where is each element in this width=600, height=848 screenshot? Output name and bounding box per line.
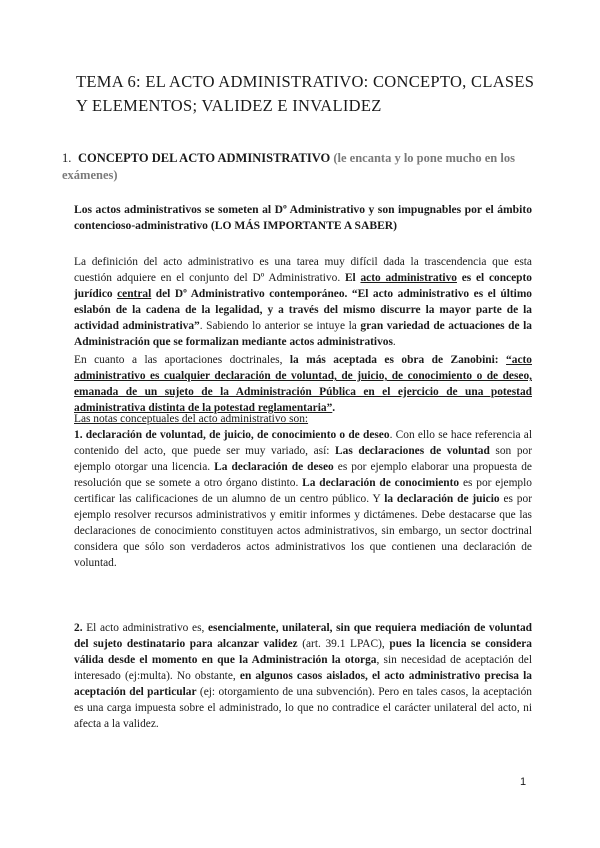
text-run: 2. [74,622,83,634]
text-run: . [392,336,396,348]
text-run: central [117,288,152,300]
intro-statement: Los actos administrativos se someten al Dº Administrativo y son impugnables por el ámbito contencioso-administrativo (LO MÁS IMPORTANTE A SABER) [74,203,532,232]
section-title: CONCEPTO DEL ACTO ADMINISTRATIVO [78,151,331,165]
text-run: esencialmente, unilateral, sin que requiera mediación de voluntad del sujeto destinatario para alcanzar validez [74,622,532,650]
text-run: la declaración de juicio [384,493,500,505]
text-run: La definición del acto administrativo es una tarea muy difícil dada la trascendencia que esta cuestión adquiere en el conjunto del Dº Administrativo. [74,256,532,284]
text-run: , sin necesidad de aceptación del interesado (ej:multa). No obstante, [74,654,532,682]
text-run: En cuanto a las aportaciones doctrinales, [74,354,290,366]
note-1 [74,427,532,571]
zanobini-quote: “acto administrativo es cualquier declaración de voluntad, de juicio, de conocimiento o de deseo, emanada de un sujeto de la Administración Pública en el ejercicio de una potestad administrativa distinta de la potestad reglamentaria” [74,354,532,414]
text-run: La declaración de deseo [214,461,334,473]
text-run: gran variedad de actuaciones de la Administración que se formalizan mediante actos administrativos [74,320,532,348]
text-run: La declaración de conocimiento [302,477,460,489]
section-heading [62,150,542,184]
text-run: 1. declaración de voluntad, de juicio, de conocimiento o de deseo [74,429,390,441]
paragraph-definition [74,254,532,350]
text-run: . [332,402,336,414]
page-number: 1 [520,776,527,788]
text-run: Las declaraciones de voluntad [335,445,490,457]
text-run: El [344,272,361,284]
text-run: El acto administrativo es, [82,622,208,634]
paragraph-doctrine [74,352,532,416]
text-run: es el concepto jurídico [74,272,532,300]
text-run: . Con ello se hace referencia al contenido del acto, que puede ser muy variado, así: [74,429,532,457]
text-run: acto administrativo [360,272,457,284]
text-run: es por ejemplo resolver recursos administrativos y emitir informes y dictámenes. Debe destacarse que las declaraciones de conocimiento constituyen actos administrativos, sin embargo, un sector doctrinal considera que sólo son verdaderos actos administrativos los que contienen una declaración de voluntad. [74,493,532,569]
text-run: son por ejemplo otorgar una licencia. [74,445,532,473]
text-run: (ej: otorgamiento de una subvención). Pero en tales casos, la aceptación es una carga impuesta sobre el administrado, lo que no contradice el carácter unilateral del acto, ni afecta a la validez. [74,686,532,730]
text-run: del Dº Administrativo contemporáneo. [151,288,352,300]
text-run: en algunos casos aislados, el acto administrativo precisa la aceptación del particular [74,670,533,698]
section-note: (le encanta y lo pone mucho en los exámenes) [62,151,515,182]
text-run: es por ejemplo elaborar una propuesta de resolución que se somete a otro órgano distinto. [74,461,532,489]
document-title: TEMA 6: EL ACTO ADMINISTRATIVO: CONCEPTO, CLASES Y ELEMENTOS; VALIDEZ E INVALIDEZ [76,72,535,115]
text-run: (art. 39.1 LPAC), [297,638,390,650]
text-run: pues la licencia se considera válida desde el momento en que la Administración la otorga [74,638,532,666]
text-run: . Sabiendo lo anterior se intuye la [199,320,361,332]
notes-heading: Las notas conceptuales del acto administrativo son: [74,413,309,425]
text-run: es por ejemplo certificar las calificaciones de un alumno de un centro público. Y [74,477,532,505]
note-2 [74,620,532,732]
text-run: “El acto administrativo es el último eslabón de la cadena de la legalidad, y a través del mismo discurre la mayor parte de la actividad administrativa” [74,288,533,332]
section-number: 1. [62,151,72,165]
text-run: la más aceptada es obra de Zanobini: [289,354,507,366]
